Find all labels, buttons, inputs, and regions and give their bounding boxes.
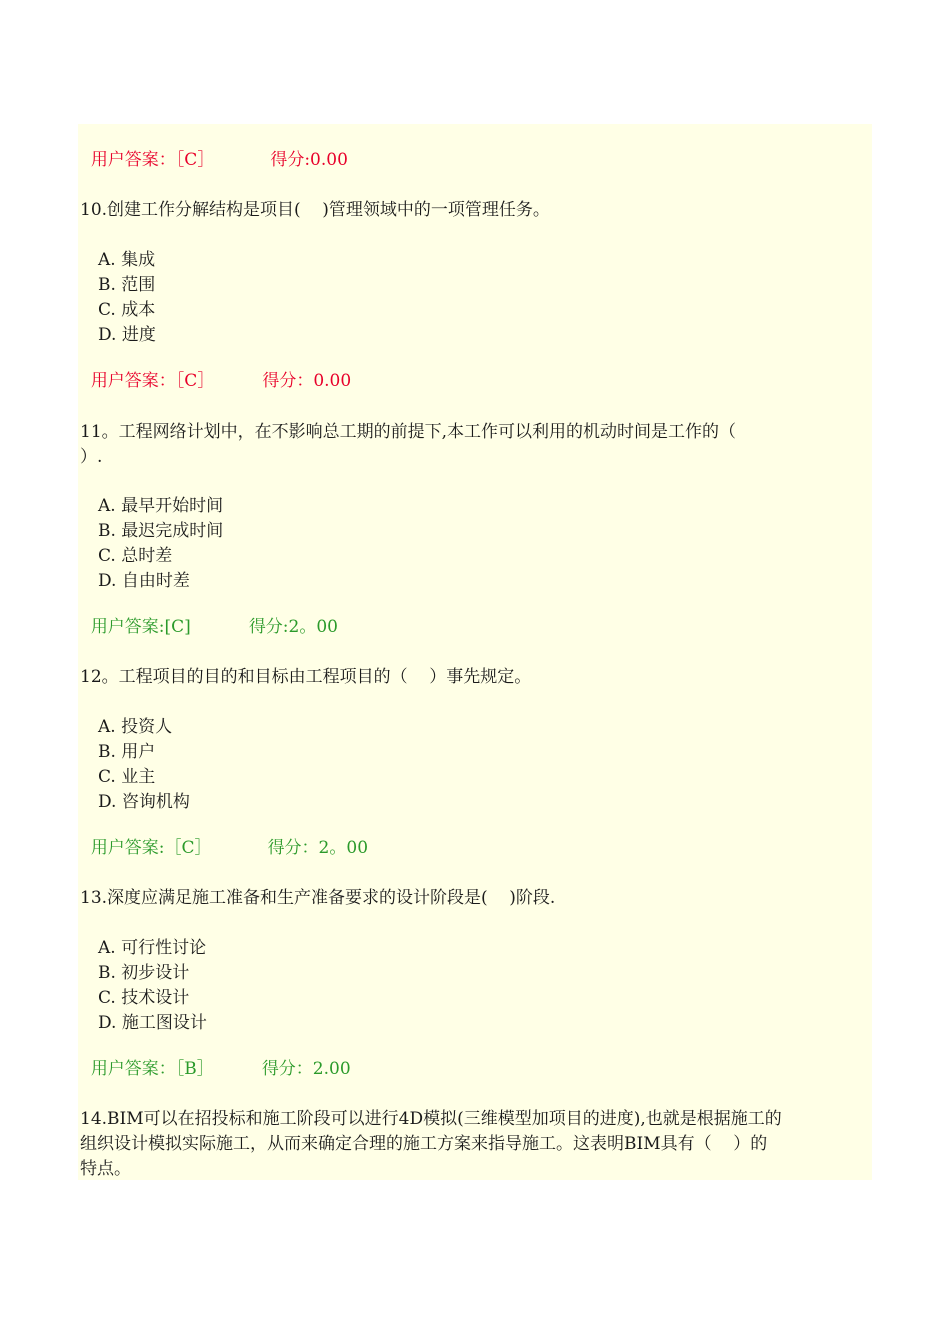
option-11-d: D. 自由时差: [98, 571, 190, 591]
answer-line-11: [80, 594, 338, 637]
option-11-a: A. 最早开始时间: [98, 496, 224, 516]
option-13-c: C. 技术设计: [98, 988, 190, 1008]
question-11-text: 11。工程网络计划中，在不影响总工期的前提下,本工作可以利用的机动时间是工作的（: [80, 422, 737, 442]
answer-line-13: [80, 1036, 351, 1079]
score: 得分：2。00: [267, 838, 369, 858]
option-12-d: D. 咨询机构: [98, 792, 190, 812]
question-13-text: 13.深度应满足施工准备和生产准备要求的设计阶段是( )阶段.: [80, 888, 556, 908]
question-14-text-cont: 组织设计模拟实际施工，从而来确定合理的施工方案来指导施工。这表明BIM具有（ ）的: [80, 1134, 768, 1154]
option-11-c: C. 总时差: [98, 546, 173, 566]
score: 得分：0.00: [262, 371, 352, 391]
user-answer: 用户答案:[C]: [90, 617, 191, 637]
user-answer: 用户答案：［C］: [90, 150, 215, 170]
option-12-a: A. 投资人: [98, 717, 173, 737]
user-answer: 用户答案：［C］: [90, 371, 215, 391]
option-13-d: D. 施工图设计: [98, 1013, 207, 1033]
answer-line-prev: [80, 127, 348, 170]
answer-line-10: [80, 348, 352, 391]
question-10-text: 10.创建工作分解结构是项目( )管理领域中的一项管理任务。: [80, 200, 550, 220]
option-10-d: D. 进度: [98, 325, 156, 345]
question-14-text: 14.BIM可以在招投标和施工阶段可以进行4D模拟(三维模型加项目的进度),也就是根据施工的: [80, 1109, 782, 1129]
option-11-b: B. 最迟完成时间: [98, 521, 224, 541]
option-12-c: C. 业主: [98, 767, 156, 787]
question-12-text: 12。工程项目的目的和目标由工程项目的（ ）事先规定。: [80, 667, 532, 687]
score: 得分:0.00: [270, 150, 348, 170]
option-10-c: C. 成本: [98, 300, 156, 320]
option-10-a: A. 集成: [98, 250, 156, 270]
score: 得分：2.00: [261, 1059, 351, 1079]
option-13-a: A. 可行性讨论: [98, 938, 207, 958]
user-answer: 用户答案:［C］: [90, 838, 212, 858]
score: 得分:2。00: [248, 617, 338, 637]
question-11-text-cont: ）.: [80, 447, 103, 467]
answer-line-12: [80, 815, 369, 858]
option-12-b: B. 用户: [98, 742, 156, 762]
option-13-b: B. 初步设计: [98, 963, 190, 983]
question-14-text-cont-2: 特点。: [80, 1159, 131, 1179]
user-answer: 用户答案：［B］: [90, 1059, 214, 1079]
option-10-b: B. 范围: [98, 275, 156, 295]
